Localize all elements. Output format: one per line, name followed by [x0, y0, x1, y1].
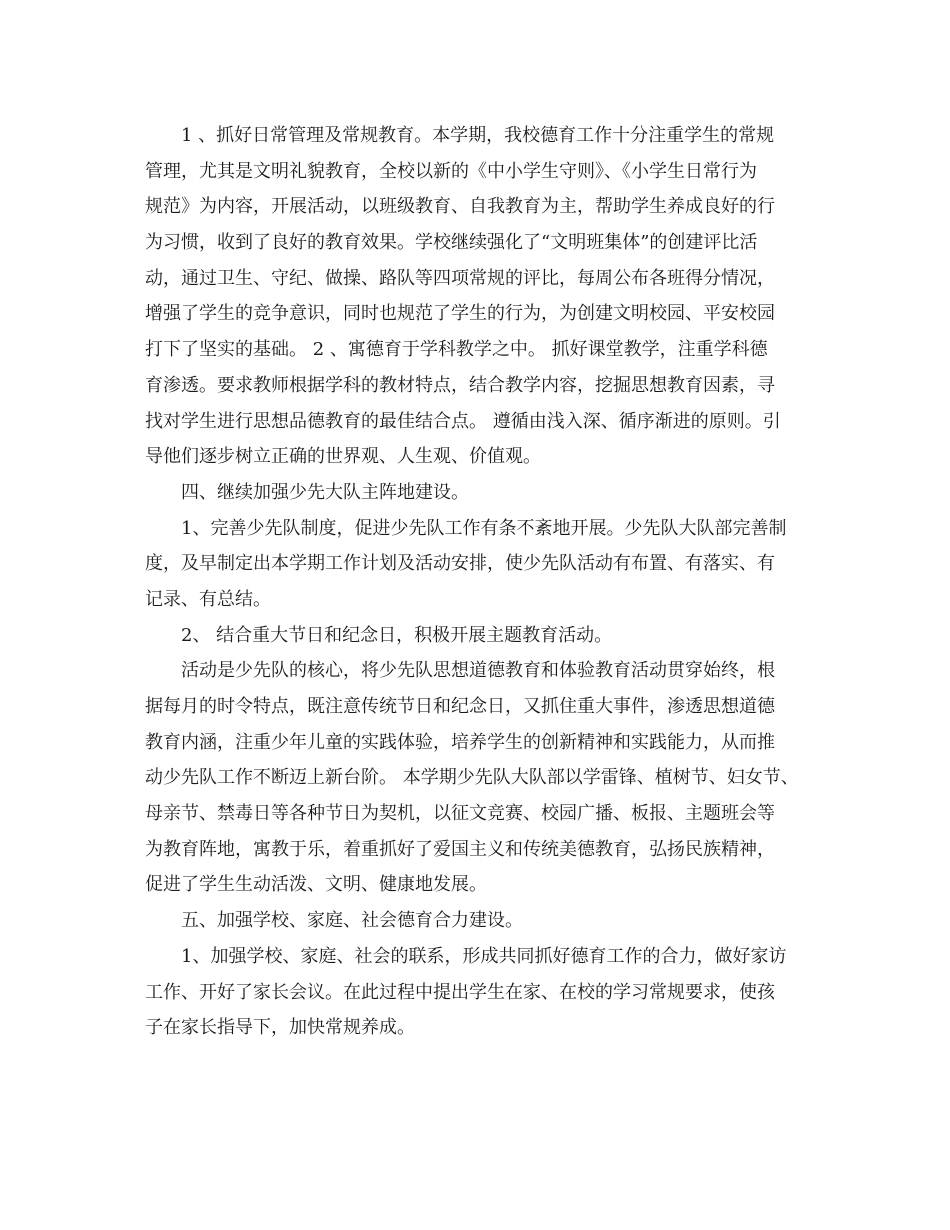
text-line: 打下了坚实的基础。 2 、寓德育于学科教学之中。 抓好课堂教学，注重学科德 [145, 339, 768, 361]
text-line: 2、 结合重大节日和纪念日，积极开展主题教育活动。 [181, 624, 613, 646]
text-line: 1、完善少先队制度，促进少先队工作有条不紊地开展。少先队大队部完善制 [181, 517, 787, 539]
text-line: 1、加强学校、家庭、社会的联系，形成共同抓好德育工作的合力，做好家访 [181, 945, 787, 967]
text-line: 活动是少先队的核心，将少先队思想道德教育和体验教育活动贯穿始终，根 [181, 660, 775, 682]
text-line: 育渗透。要求教师根据学科的教材特点，结合教学内容，挖掘思想教育因素，寻 [145, 374, 775, 396]
text-line: 增强了学生的竞争意识，同时也规范了学生的行为，为创建文明校园、平安校园 [145, 303, 775, 325]
text-line: 导他们逐步树立正确的世界观、人生观、价值观。 [145, 446, 541, 468]
text-line: 动，通过卫生、守纪、做操、路队等四项常规的评比，每周公布各班得分情况， [145, 267, 775, 289]
text-line: 子在家长指导下，加快常规养成。 [145, 1017, 415, 1039]
text-line: 为习惯，收到了良好的教育效果。学校继续强化了“文明班集体”的创建评比活 [145, 232, 758, 254]
text-line: 据每月的时令特点，既注意传统节日和纪念日，又抓住重大事件，渗透思想道德 [145, 696, 775, 717]
text-line: 为教育阵地，寓教于乐，着重抓好了爱国主义和传统美德教育，弘扬民族精神， [145, 838, 775, 860]
text-line: 度，及早制定出本学期工作计划及活动安排，使少先队活动有布置、有落实、有 [145, 553, 775, 575]
text-line: 规范》为内容，开展活动，以班级教育、自我教育为主，帮助学生养成良好的行 [145, 196, 775, 218]
text-line: 1 、抓好日常管理及常规教育。本学期，我校德育工作十分注重学生的常规 [181, 125, 775, 146]
section-heading: 四、继续加强少先大队主阵地建设。 [181, 481, 469, 503]
section-heading: 五、加强学校、家庭、社会德育合力建设。 [181, 910, 523, 932]
text-line: 找对学生进行思想品德教育的最佳结合点。 遵循由浅入深、循序渐进的原则。引 [145, 410, 781, 432]
text-line: 母亲节、禁毒日等各种节日为契机，以征文竞赛、校园广播、板报、主题班会等 [145, 803, 775, 825]
text-line: 工作、开好了家长会议。在此过程中提出学生在家、在校的学习常规要求，使孩 [145, 981, 775, 1003]
text-line: 促进了学生生动活泼、文明、健康地发展。 [145, 874, 487, 896]
text-line: 教育内涵，注重少年儿童的实践体验，培养学生的创新精神和实践能力，从而推 [145, 731, 775, 753]
text-line: 记录、有总结。 [145, 588, 271, 610]
document-body [145, 118, 813, 1046]
text-line: 动少先队工作不断迈上新台阶。 本学期少先队大队部以学雷锋、植树节、妇女节、 [145, 767, 799, 789]
text-line: 管理，尤其是文明礼貌教育，全校以新的《中小学生守则》、《小学生日常行为 [145, 160, 757, 182]
